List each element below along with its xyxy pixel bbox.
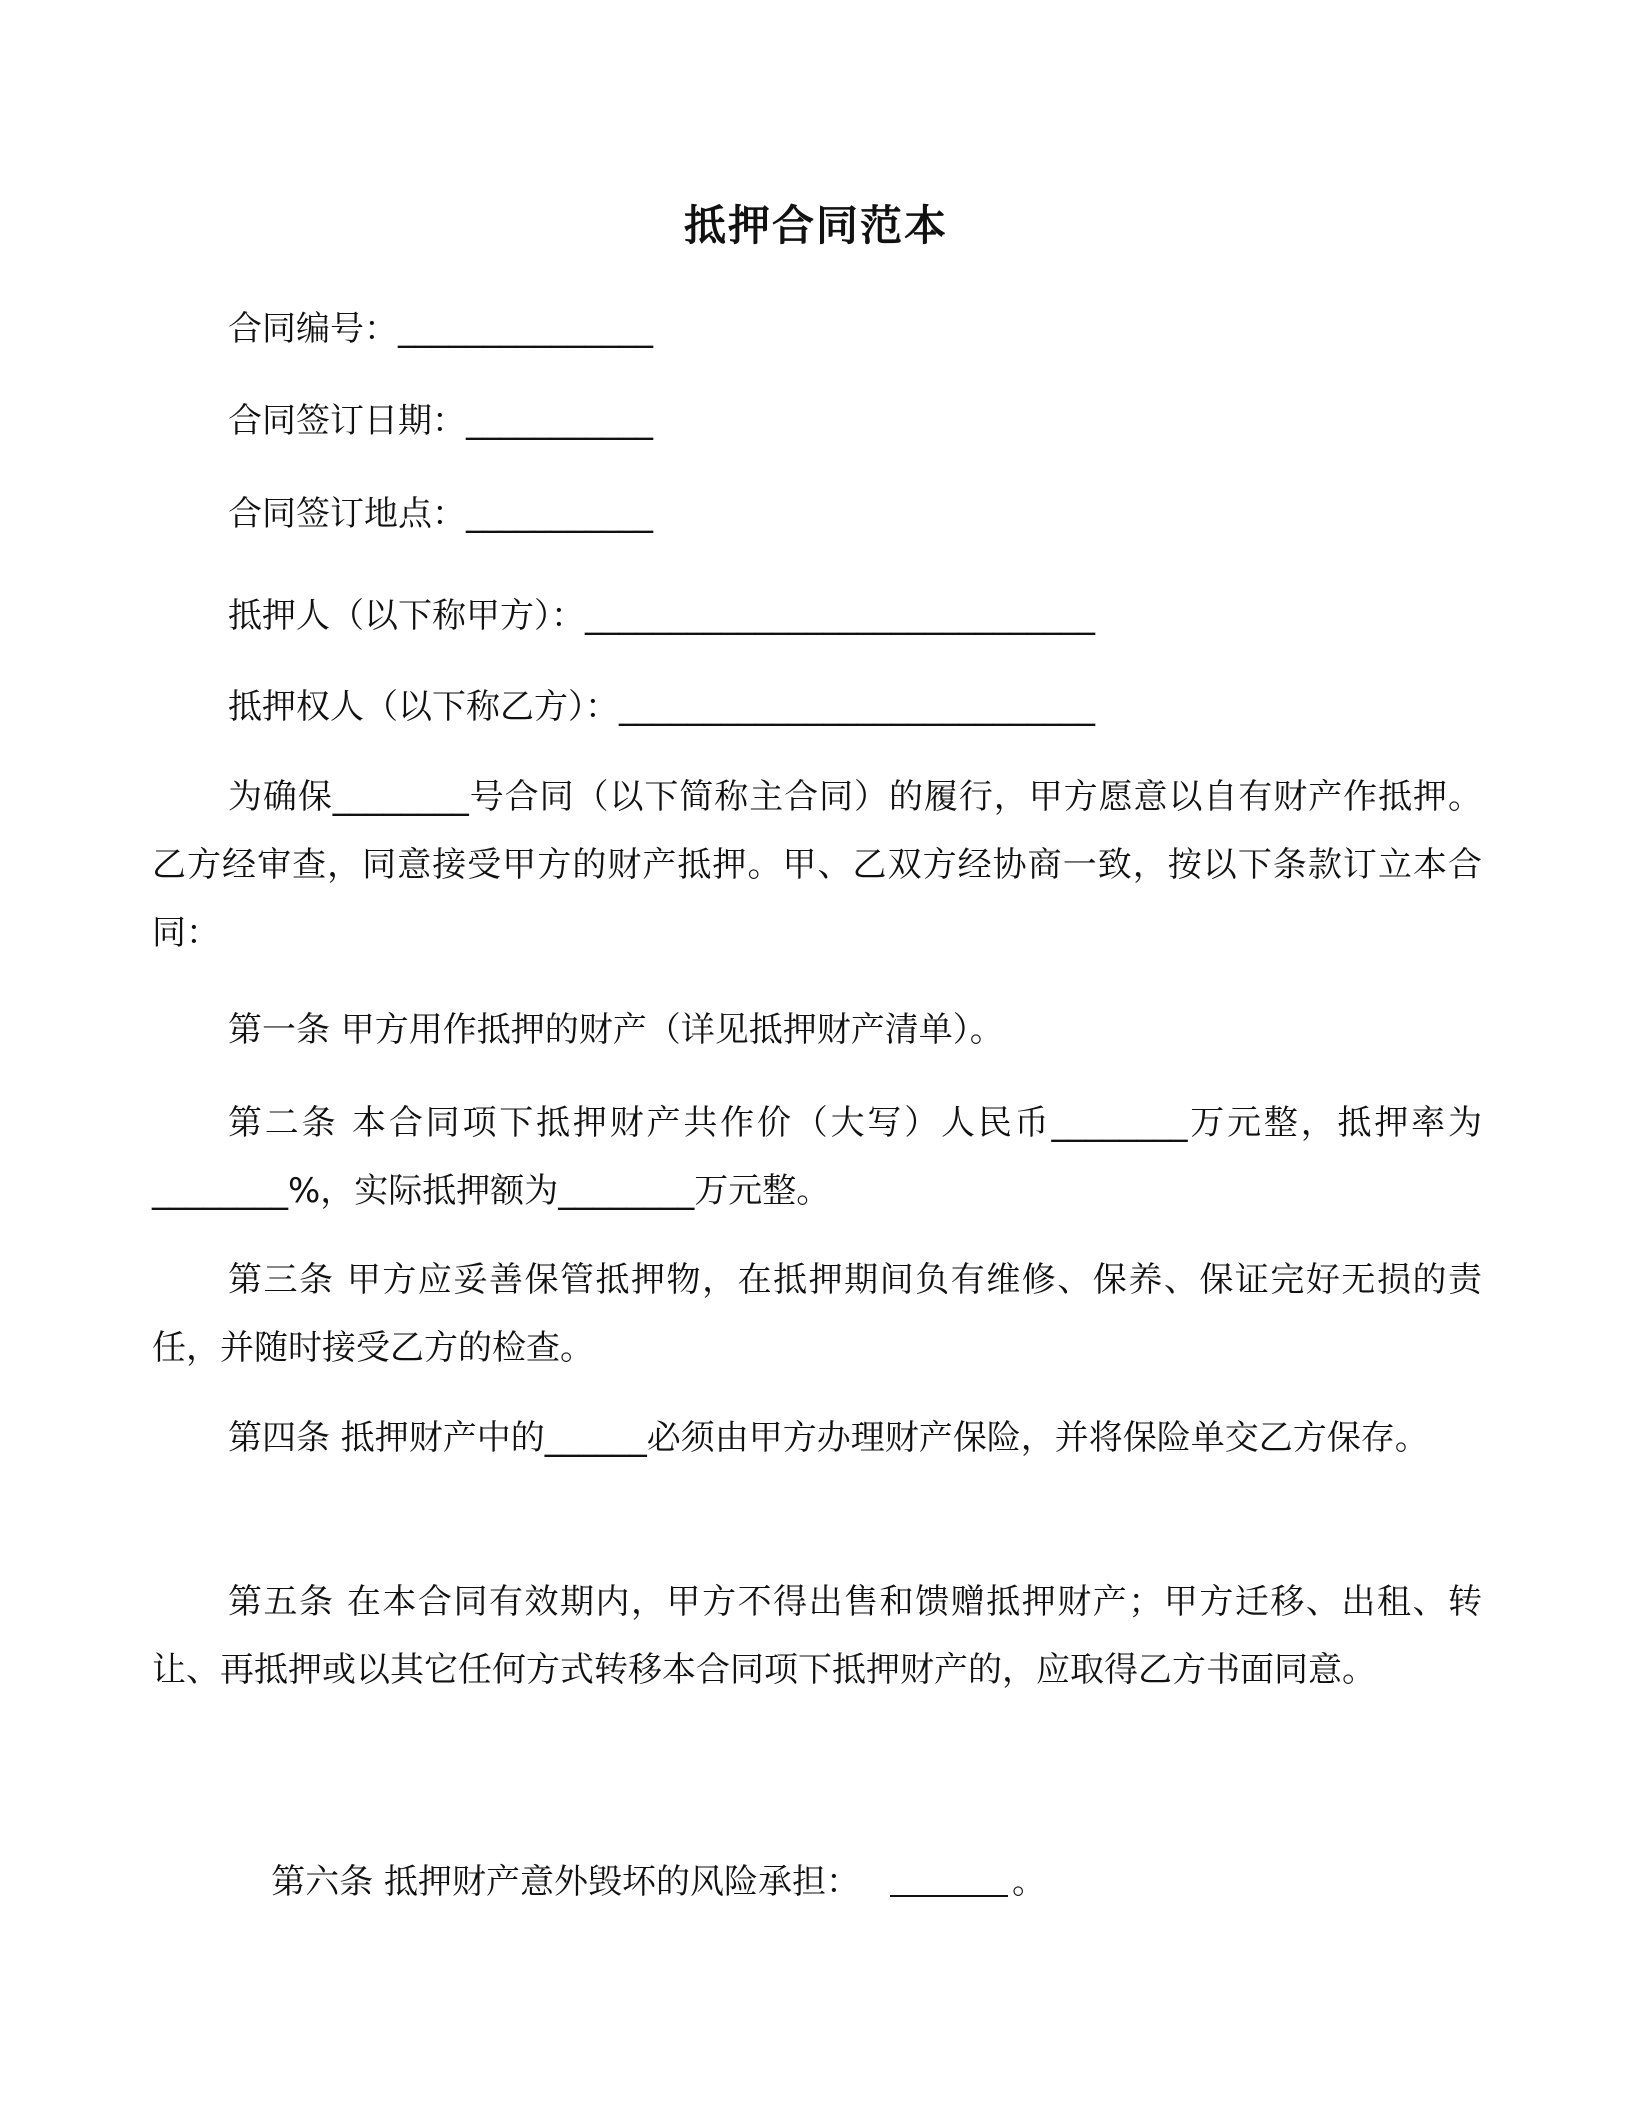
mortgagee-field: 抵押权人（以下称乙方）：____________________________ [228,687,1095,727]
article-3: 第三条 甲方应妥善保管抵押物，在抵押期间负有维修、保养、保证完好无损的责任，并随时接受乙方的检查。 [152,1260,1482,1368]
signing-date-field: 合同签订日期：___________ [228,401,653,441]
article-6-end: 。 [1012,1862,1047,1902]
article-5: 第五条 在本合同有效期内，甲方不得出售和馈赠抵押财产；甲方迁移、出租、转让、再抵押或以其它任何方式转移本合同项下抵押财产的，应取得乙方书面同意。 [152,1582,1482,1690]
mortgagor-field: 抵押人（以下称甲方）：______________________________ [228,596,1095,636]
contract-number-field: 合同编号：_______________ [228,309,653,349]
article-6 [228,1810,1046,1954]
article-1: 第一条 甲方用作抵押的财产（详见抵押财产清单）。 [228,1010,1004,1050]
intro-paragraph: 为确保________号合同（以下简称主合同）的履行，甲方愿意以自有财产作抵押。乙方经审查，同意接受甲方的财产抵押。甲、乙双方经协商一致，按以下条款订立本合同： [152,777,1482,953]
article-2: 第二条 本合同项下抵押财产共作价（大写）人民币________万元整，抵押率为________%，实际抵押额为________万元整。 [152,1103,1482,1211]
signing-place-field: 合同签订地点：___________ [228,494,653,534]
document-title: 抵押合同范本 [683,201,948,250]
article-6-blank [890,1861,1008,1897]
article-6-text: 第六条 抵押财产意外毁坏的风险承担： [271,1862,861,1902]
article-4: 第四条 抵押财产中的______必须由甲方办理财产保险，并将保险单交乙方保存。 [228,1418,1429,1458]
